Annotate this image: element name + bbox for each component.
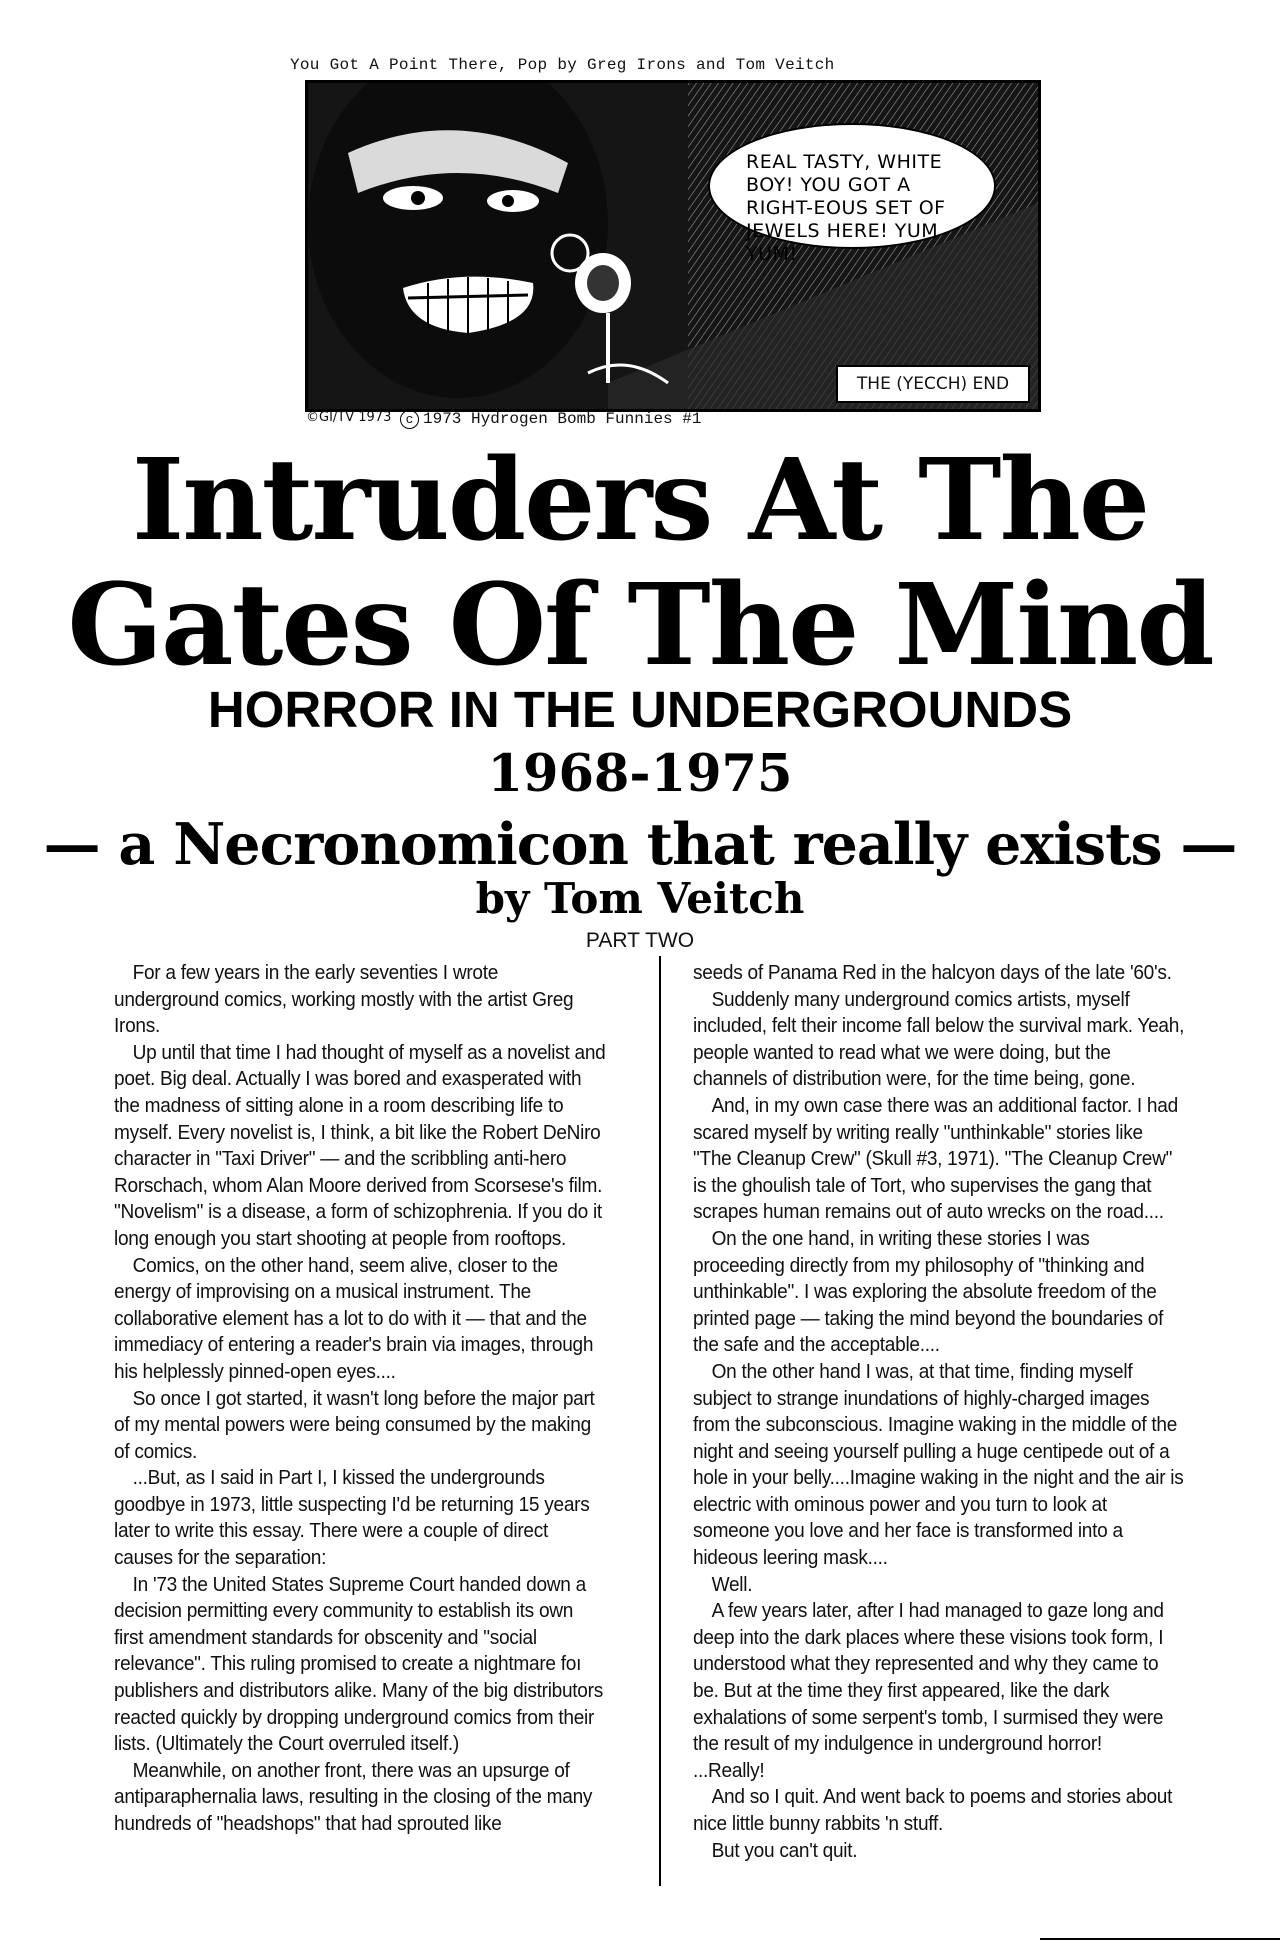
paragraph: seeds of Panama Red in the halcyon days of the late '60's. — [693, 961, 1172, 984]
paragraph: So once I got started, it wasn't long before the major part of my mental powers were being consumed by the making of comics. — [114, 1386, 595, 1463]
column-divider — [659, 956, 661, 1886]
paragraph: And so I quit. And went back to poems and stories about nice little bunny rabbits 'n stuff. — [693, 1785, 1173, 1835]
artist-signature: ©GI/TV 1973 — [306, 410, 392, 425]
comic-copyright — [400, 410, 701, 429]
copyright-icon: c — [400, 410, 419, 429]
left-column — [114, 960, 607, 1838]
subtitle-tagline: — a Necronomicon that really exists — — [43, 811, 1237, 878]
paragraph: ...But, as I said in Part I, I kissed the undergrounds goodbye in 1973, little suspecting I'd be returning 15 years later to write this essay. There were a couple of direct causes for the separation: — [114, 1466, 590, 1570]
byline: by Tom Veitch — [475, 874, 805, 923]
headline-line-1: Intruders At The — [131, 435, 1149, 566]
paragraph: On the one hand, in writing these stories I was proceeding directly from my philosophy of "thinking and unthinkable". I was exploring the absolute freedom of the printed page — taking the mind beyond the boundaries of the safe and the acceptable.... — [693, 1226, 1164, 1357]
paragraph: And, in my own case there was an additional factor. I had scared myself by writing really "unthinkable" stories like "The Cleanup Crew" (Skull #3, 1971). "The Cleanup Crew" is the ghoulish tale of Tort, who supervises the gang that scrapes human remains out of auto wrecks on the road.... — [693, 1093, 1178, 1224]
paragraph: ...Really! — [693, 1758, 765, 1782]
paragraph: In '73 the United States Supreme Court handed down a decision permitting every community to establish its own first amendment standards for obscenity and "social relevance". This ruling promised to create a nightmare foı publishers and distributors alike. Many of the big distributors reacted quickly by dropping underground comics from their lists. (Ultimately the Court overruled itself.) — [114, 1572, 603, 1756]
comic-caption: You Got A Point There, Pop by Greg Irons and Tom Veitch — [290, 56, 835, 74]
part-label: PART TWO — [585, 929, 695, 952]
speech-bubble-text: REAL TASTY, WHITE BOY! YOU GOT A RIGHT-EOUS SET OF JEWELS HERE! YUM YUM! — [746, 151, 946, 265]
paragraph: On the other hand I was, at that time, finding myself subject to strange inundations of highly-charged images from the subconscious. Imagine waking in the middle of the night and seeing yourself pulling a huge centipede out of a hole in your belly....Imagine waking in the night and the air is electric with ominous power and you turn to look at someone you love and her face is transformed into a hideous leering mask.... — [693, 1359, 1184, 1570]
end-caption-box: THE (YECCH) END — [836, 365, 1030, 403]
paragraph: Suddenly many underground comics artists, myself included, felt their income fall below the survival mark. Yeah, people wanted to read what we were doing, but the channels of distribution were, for the time being, gone. — [693, 987, 1185, 1091]
paragraph: But you can't quit. — [711, 1838, 858, 1862]
comic-panel — [305, 80, 1041, 412]
headline-line-2: Gates Of The Mind — [67, 560, 1213, 691]
paragraph: Well. — [711, 1572, 753, 1596]
paragraph: Meanwhile, on another front, there was an upsurge of antiparaphernalia laws, resulting in the closing of the many hundreds of "headshops" that had sprouted like — [114, 1758, 593, 1835]
copyright-text: 1973 Hydrogen Bomb Funnies #1 — [423, 410, 702, 428]
right-column — [693, 960, 1186, 1864]
paragraph: For a few years in the early seventies I wrote underground comics, working mostly with the artist Greg Irons. — [114, 961, 574, 1038]
paragraph: Comics, on the other hand, seem alive, closer to the energy of improvising on a musical instrument. The collaborative element has a lot to do with it — that and the immediacy of entering a reader's brain via images, through his helplessly pinned-open eyes.... — [114, 1253, 594, 1383]
bottom-rule — [1040, 1938, 1280, 1940]
paragraph: A few years later, after I had managed to gaze long and deep into the dark places where these visions took form, I understood what they represented and why they came to be. But at the time they first appeared, like the dark exhalations of some serpent's tomb, I surmised they were the result of my indulgence in underground horror! — [693, 1599, 1164, 1756]
paragraph: Up until that time I had thought of myself as a novelist and poet. Big deal. Actually I was bored and exasperated with the madness of sitting alone in a room describing life to myself. Every novelist is, I think, a bit like the Robert DeNiro character in "Taxi Driver" — and the scribbling anti-hero Rorschach, whom Alan Moore derived from Scorsese's film. "Novelism" is a disease, a form of schizophrenia. If you do it long enough you start shooting at people from rooftops. — [114, 1040, 606, 1250]
subtitle-line-1: HORROR IN THE UNDERGROUNDS — [207, 681, 1073, 738]
subtitle-years: 1968-1975 — [487, 744, 793, 804]
